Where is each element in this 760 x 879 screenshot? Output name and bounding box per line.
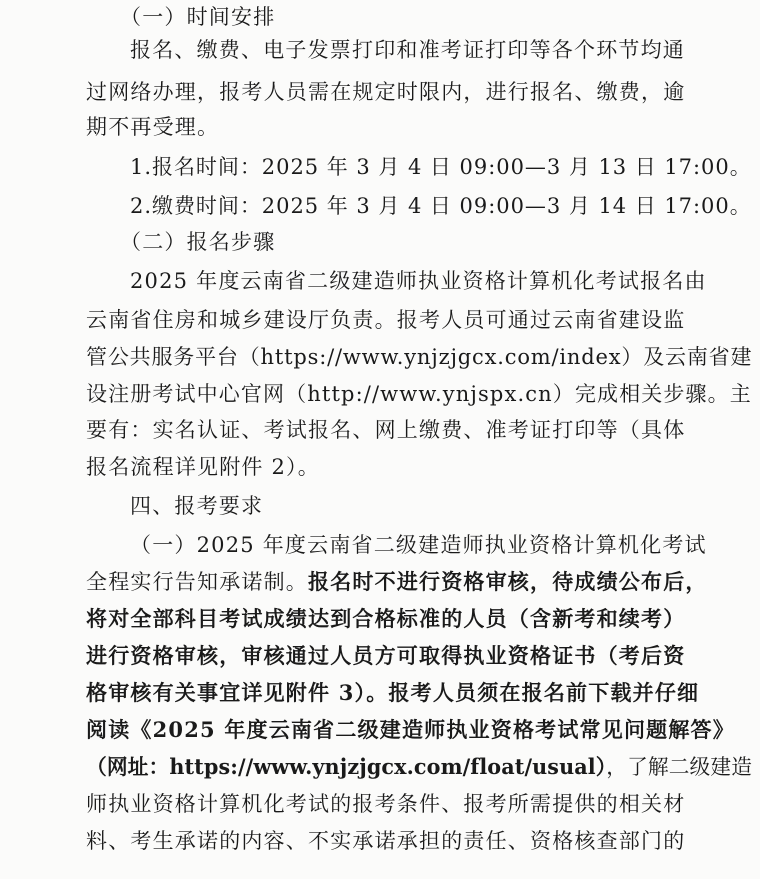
paragraph-text: 全程实行告知承诺制。 [86, 570, 308, 594]
paragraph-line: 设注册考试中心官网（http://www.ynjspx.cn）完成相关步骤。主 [86, 382, 752, 406]
paragraph-text: ，了解二级建造 [606, 755, 753, 779]
section-heading-requirements: 四、报考要求 [130, 494, 264, 518]
paragraph-line [86, 565, 708, 599]
paragraph-line: 过网络办理，报考人员需在规定时限内，进行报名、缴费，逾 [86, 80, 686, 104]
registration-time: 1.报名时间：2025 年 3 月 4 日 09:00—3 月 13 日 17:00。 [130, 155, 752, 179]
paragraph-line: （一）2025 年度云南省二级建造师执业资格计算机化考试 [130, 533, 707, 557]
payment-time: 2.缴费时间：2025 年 3 月 4 日 09:00—3 月 14 日 17:00。 [130, 194, 752, 218]
faq-url-text: （网址：https://www.ynjzjgcx.com/float/usual） [86, 754, 607, 779]
paragraph-text-bold: 报名时不进行资格审核，待成绩公布后， [308, 569, 708, 594]
paragraph-line: 管公共服务平台（https://www.ynjzjgcx.com/index）及云南省建 [86, 345, 753, 369]
paragraph-line: 报名、缴费、电子发票打印和准考证打印等各个环节均通 [130, 38, 685, 62]
paragraph-line: 要有：实名认证、考试报名、网上缴费、准考证打印等（具体 [86, 418, 686, 442]
section-heading-time-schedule: （一）时间安排 [120, 5, 276, 29]
paragraph-line: 期不再受理。 [86, 115, 220, 139]
paragraph-line: 师执业资格计算机化考试的报考条件、报考所需提供的相关材 [86, 792, 686, 816]
paragraph-line: 云南省住房和城乡建设厅负责。报考人员可通过云南省建设监 [86, 308, 686, 332]
paragraph-line: 报名流程详见附件 2）。 [86, 455, 320, 479]
paragraph-line: 料、考生承诺的内容、不实承诺承担的责任、资格核查部门的 [86, 829, 686, 853]
paragraph-line-bold: 阅读《2025 年度云南省二级建造师执业资格考试常见问题解答》 [86, 717, 735, 742]
paragraph-line-bold: 将对全部科目考试成绩达到合格标准的人员（含新考和续考） [86, 606, 686, 631]
paragraph-line [86, 750, 752, 784]
paragraph-line: 2025 年度云南省二级建造师执业资格计算机化考试报名由 [130, 269, 707, 293]
paragraph-line-bold: 格审核有关事宜详见附件 3）。报考人员须在报名前下载并仔细 [86, 680, 700, 705]
section-heading-registration-steps: （二）报名步骤 [120, 230, 276, 254]
paragraph-line-bold: 进行资格审核，审核通过人员方可取得执业资格证书（考后资 [86, 643, 686, 668]
